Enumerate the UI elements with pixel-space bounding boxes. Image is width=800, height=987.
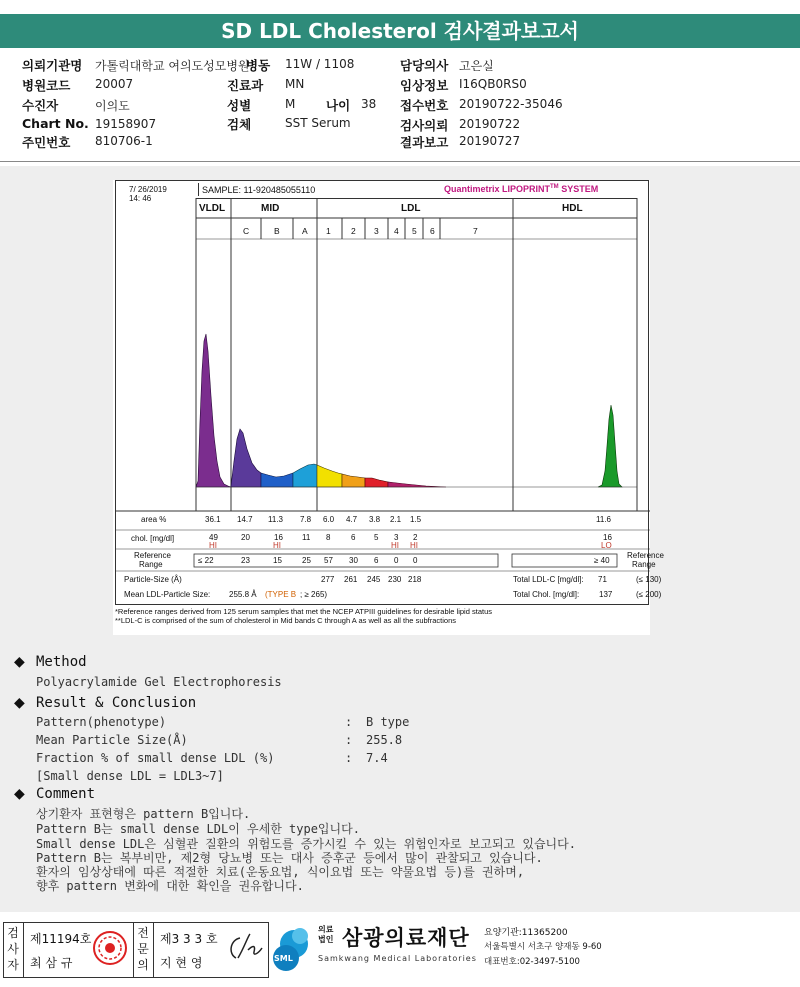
chol-row-label: chol. [mg/dl]: [131, 534, 175, 543]
org-name-en: Samkwang Medical Laboratories: [318, 954, 477, 963]
area-1: 6.0: [323, 515, 335, 524]
band-a: A: [302, 226, 308, 236]
mean-size-value: 255.8 Å: [229, 590, 257, 599]
institution-label: 의뢰기관명: [22, 58, 83, 73]
dept-label: 진료과: [227, 78, 264, 93]
total-chol-value: 137: [599, 590, 613, 599]
system-name: Quantimetrix LIPOPRINT™ SYSTEM: [444, 184, 599, 194]
footnote-reference: *Reference ranges derived from 125 serum samples that met the NCEP ATPIII guidelines for desirable lipid status: [115, 607, 492, 616]
mid-c-peak: [231, 429, 261, 487]
band-3: 3: [374, 226, 379, 236]
specialist-vertical-label: 전문의: [137, 926, 149, 972]
chol-1: 8: [326, 533, 331, 542]
result-value-pattern: B type: [366, 715, 410, 729]
doctor-label: 담당의사: [400, 58, 449, 73]
specialist-signature-icon: [222, 928, 266, 968]
divider: [0, 161, 800, 162]
clinical-info-label: 임상정보: [400, 78, 449, 93]
ref-2: 30: [349, 556, 358, 565]
ref-3: 6: [374, 556, 379, 565]
area-2: 4.7: [346, 515, 358, 524]
chart-no-label: Chart No.: [22, 116, 89, 131]
logo-text: SML: [274, 954, 293, 963]
type-badge: (TYPE B: [265, 590, 297, 599]
ldl2-peak: [342, 474, 365, 487]
chart-no-value: 19158907: [95, 117, 157, 131]
area-4: 2.1: [390, 515, 402, 524]
chol-4: 3: [394, 533, 399, 542]
institution-value: 가톨릭대학교 여의도성모병원: [95, 59, 250, 73]
chol-hdl: 16: [603, 533, 612, 542]
flag-vldl: HI: [209, 541, 217, 550]
lipoprint-date: 7/ 26/2019: [129, 185, 167, 194]
footnote-ldlc: **LDL-C is comprised of the sum of cholesterol in Mid bands C through A as well as all the subfractions: [115, 616, 457, 625]
electrophoresis-chart: [116, 181, 650, 606]
examiner-vertical-label: 검사자: [7, 926, 19, 972]
comment-heading: Comment: [36, 786, 96, 802]
examiner-seal-icon: [92, 930, 128, 966]
flag-5: HI: [410, 541, 418, 550]
particle-size-1: 277: [321, 575, 335, 584]
lipoprint-time: 14: 46: [129, 194, 152, 203]
ref-b: 15: [273, 556, 282, 565]
ref-hdl: ≥ 40: [594, 556, 610, 565]
ref-c: 23: [241, 556, 250, 565]
band-b: B: [274, 226, 280, 236]
total-chol-ref: (≤ 200): [636, 590, 662, 599]
sample-id: SAMPLE: 11-920485055110: [202, 185, 316, 195]
result-label-fraction: Fraction % of small dense LDL (%): [36, 751, 275, 765]
hospital-code-label: 병원코드: [22, 78, 71, 93]
result-bullet-icon: ◆: [14, 695, 25, 711]
chol-b: 16: [274, 533, 283, 542]
age-value: 38: [361, 97, 377, 111]
result-value-size: 255.8: [366, 733, 403, 747]
chol-5: 2: [413, 533, 418, 542]
ldl3-peak: [365, 478, 388, 487]
report-title: SD LDL Cholesterol 검사결과보고서: [0, 14, 800, 48]
ref-row-label2: Range: [139, 560, 163, 569]
sml-logo-icon: [270, 922, 314, 978]
chol-2: 6: [351, 533, 356, 542]
particle-size-4: 230: [388, 575, 402, 584]
method-heading: Method: [36, 654, 87, 670]
flag-b: HI: [273, 541, 281, 550]
result-colon: :: [345, 715, 353, 729]
comment-bullet-icon: ◆: [14, 786, 25, 802]
org-address: 서울특별시 서초구 양재동 9-60: [484, 942, 602, 952]
area-c: 14.7: [237, 515, 253, 524]
area-row-label: area %: [141, 515, 167, 524]
group-hdl: HDL: [562, 203, 583, 214]
comment-line: Small dense LDL은 심혈관 질환의 위험도를 증가시킬 수 있는 위험인자로 보고되고 있습니다.: [36, 837, 576, 851]
total-ldl-ref: (≤ 130): [636, 575, 662, 584]
mid-b-peak: [261, 473, 293, 487]
band-2: 2: [351, 226, 356, 236]
resident-no-value: 810706-1: [95, 134, 153, 148]
comment-line: Pattern B는 복부비만, 제2형 당뇨병 또는 대사 증후군 등에서 많이 관찰되고 있습니다.: [36, 851, 543, 865]
examiner-license: 제11194호: [30, 932, 92, 946]
age-label: 나이: [326, 98, 351, 113]
hdl-peak: [598, 405, 622, 487]
band-7: 7: [473, 226, 478, 236]
specimen-label: 검체: [227, 117, 252, 132]
particle-size-2: 261: [344, 575, 358, 584]
specialist-license: 제3 3 3 호: [160, 932, 218, 946]
group-mid: MID: [261, 203, 280, 214]
chol-vldl: 49: [209, 533, 218, 542]
ref-4: 0: [394, 556, 399, 565]
flag-4: HI: [391, 541, 399, 550]
area-5: 1.5: [410, 515, 422, 524]
ref-1: 57: [324, 556, 333, 565]
result-value-fraction: 7.4: [366, 751, 388, 765]
examinee-value: 이의도: [95, 99, 130, 113]
group-vldl: VLDL: [199, 203, 226, 214]
org-name: 삼광의료재단: [342, 926, 470, 950]
result-heading: Result & Conclusion: [36, 695, 197, 711]
particle-size-label: Particle-Size (Å): [124, 575, 182, 584]
mid-a-peak: [293, 464, 317, 487]
clinical-info-value: I16QB0RS0: [459, 77, 527, 91]
total-chol-label: Total Chol. [mg/dl]:: [513, 590, 580, 599]
type-suffix: ; ≥ 265): [300, 590, 328, 599]
area-a: 7.8: [300, 515, 312, 524]
sex-value: M: [285, 97, 296, 111]
footer: [0, 918, 800, 987]
specialist-name: 지 현 영: [160, 956, 203, 970]
request-date-value: 20190722: [459, 117, 521, 131]
result-label-pattern: Pattern(phenotype): [36, 715, 167, 729]
chol-c: 20: [241, 533, 250, 542]
ref-row-label-right1: Reference: [627, 551, 664, 560]
comment-line: 향후 pattern 변화에 대한 확인을 권유합니다.: [36, 879, 304, 893]
area-3: 3.8: [369, 515, 381, 524]
result-colon: :: [345, 751, 353, 765]
comment-line: 상기환자 표현형은 pattern B입니다.: [36, 807, 251, 821]
lipoprint-report: [115, 180, 664, 605]
comment-line: 환자의 임상상태에 따른 적절한 치료(운동요법, 식이요법 또는 약물요법 등)를 권하며,: [36, 865, 525, 879]
result-label-size: Mean Particle Size(Å): [36, 733, 188, 747]
band-1: 1: [326, 226, 331, 236]
ref-row-label-right2: Range: [632, 560, 656, 569]
ldl4-7-peak: [388, 482, 446, 487]
chol-3: 5: [374, 533, 379, 542]
request-date-label: 검사의뢰: [400, 118, 449, 133]
method-bullet-icon: ◆: [14, 654, 25, 670]
group-ldl: LDL: [401, 203, 421, 214]
specimen-value: SST Serum: [285, 116, 351, 130]
vldl-peak: [196, 334, 231, 487]
dept-value: MN: [285, 77, 305, 91]
report-date-value: 20190727: [459, 134, 521, 148]
area-hdl: 11.6: [596, 515, 611, 524]
band-5: 5: [412, 226, 417, 236]
band-c: C: [243, 226, 250, 236]
sex-label: 성별: [227, 98, 252, 113]
ref-5: 0: [413, 556, 418, 565]
ward-label: 병동: [246, 58, 271, 73]
total-ldl-value: 71: [598, 575, 607, 584]
total-ldl-label: Total LDL-C [mg/dl]:: [513, 575, 584, 584]
area-vldl: 36.1: [205, 515, 221, 524]
ldl1-peak: [317, 465, 342, 487]
method-text: Polyacrylamide Gel Electrophoresis: [36, 675, 282, 689]
hospital-code-value: 20007: [95, 77, 134, 91]
result-note: [Small dense LDL = LDL3~7]: [36, 769, 224, 783]
particle-size-3: 245: [367, 575, 381, 584]
doctor-value: 고은실: [459, 59, 494, 73]
report-date-label: 결과보고: [400, 135, 449, 150]
band-6: 6: [430, 226, 435, 236]
comment-line: Pattern B는 small dense LDL이 우세한 type입니다.: [36, 822, 360, 836]
particle-size-5: 218: [408, 575, 422, 584]
institution-code: 요양기관:11365200: [484, 928, 568, 938]
ref-row-label1: Reference: [134, 551, 171, 560]
result-colon: :: [345, 733, 353, 747]
ref-a: 25: [302, 556, 311, 565]
examinee-label: 수진자: [22, 98, 59, 113]
band-4: 4: [394, 226, 399, 236]
area-b: 11.3: [268, 515, 283, 524]
org-prefix-bottom: 법인: [318, 935, 334, 944]
resident-no-label: 주민번호: [22, 135, 71, 150]
receipt-no-value: 20190722-35046: [459, 97, 563, 111]
mean-size-label: Mean LDL-Particle Size:: [124, 590, 211, 599]
ref-vldl: ≤ 22: [198, 556, 214, 565]
org-phone: 대표번호:02-3497-5100: [484, 957, 580, 967]
examiner-name: 최 삼 규: [30, 956, 73, 970]
org-prefix-top: 의료: [318, 925, 334, 934]
ward-value: 11W / 1108: [285, 57, 355, 71]
receipt-no-label: 접수번호: [400, 98, 449, 113]
chol-a: 11: [302, 533, 311, 542]
flag-hdl: LO: [601, 541, 612, 550]
